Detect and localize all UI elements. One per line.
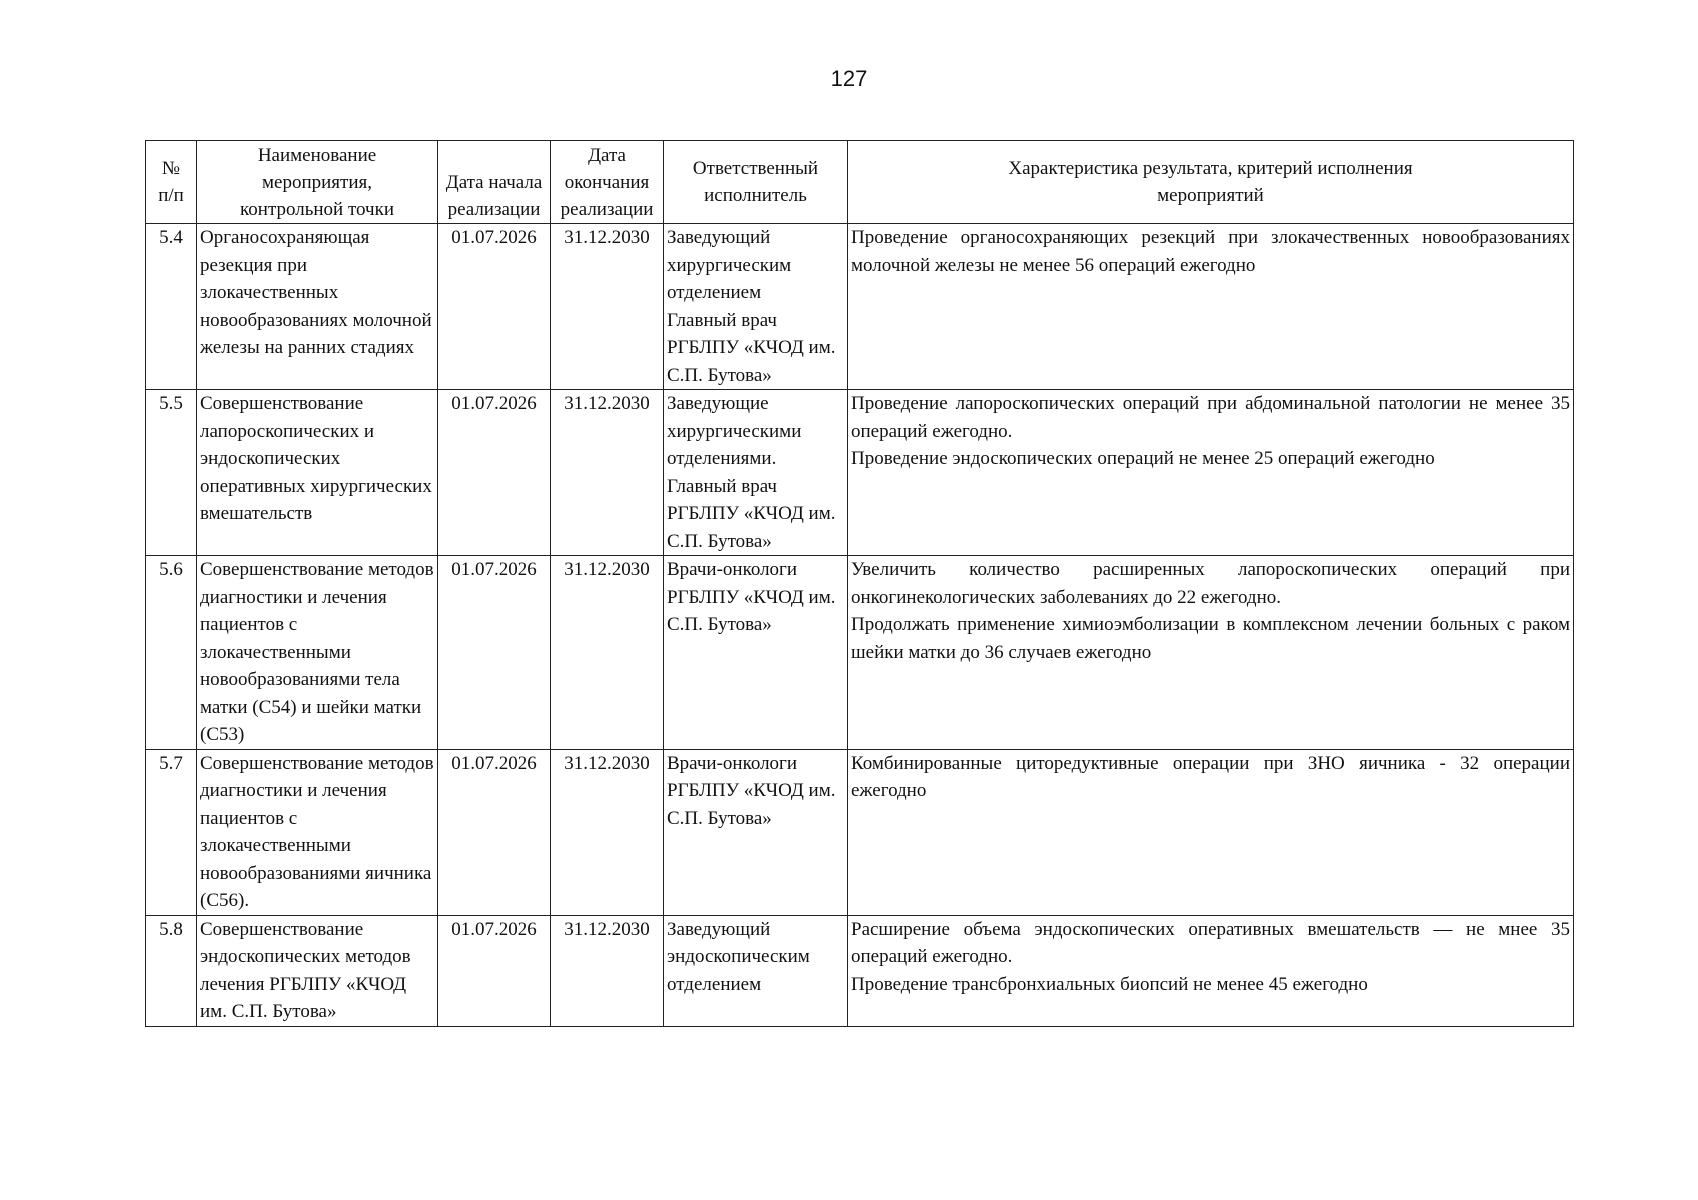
- row-number: 5.7: [146, 749, 197, 915]
- responsible-line: Врачи-онкологи РГБЛПУ «КЧОД им. С.П. Бутова»: [667, 752, 836, 829]
- activity-name: Органосохраняющая резекция при злокачественных новообразованиях молочной железы на ранних стадиях: [197, 224, 438, 390]
- table-row: [146, 556, 1574, 750]
- responsible-line: Заведующий хирургическим отделением: [667, 227, 792, 303]
- table-header-row: [146, 141, 1574, 224]
- header-end: Дата окончания реализации: [551, 141, 664, 224]
- result-paragraph: Расширение объема эндоскопических оперативных вмешательств — не мнее 35 операций ежегодно.: [851, 918, 1570, 967]
- responsible-executor: [664, 915, 848, 1026]
- result-criteria: [848, 915, 1574, 1026]
- responsible-line: Главный врач РГБЛПУ «КЧОД им. С.П. Бутова»: [667, 309, 836, 386]
- result-criteria: [848, 556, 1574, 750]
- start-date: 01.07.2026: [438, 556, 551, 750]
- end-date: 31.12.2030: [551, 224, 664, 390]
- end-date: 31.12.2030: [551, 749, 664, 915]
- responsible-executor: [664, 224, 848, 390]
- result-criteria: [848, 390, 1574, 556]
- result-paragraph: Комбинированные циторедуктивные операции при ЗНО яичника - 32 операции ежегодно: [851, 752, 1570, 801]
- responsible-executor: [664, 749, 848, 915]
- result-paragraph: Продолжать применение химиоэмболизации в комплексном лечении больных с раком шейки матки до 36 случаев ежегодно: [851, 614, 1570, 663]
- responsible-executor: [664, 556, 848, 750]
- responsible-executor: [664, 390, 848, 556]
- header-start: Дата начала реализации: [438, 141, 551, 224]
- table-row: [146, 224, 1574, 390]
- header-name: Наименование мероприятия, контрольной точки: [197, 141, 438, 224]
- activities-table: [145, 140, 1574, 1027]
- result-paragraph: Проведение органосохраняющих резекций при злокачественных новообразованиях молочной железы не менее 56 операций ежегодно: [851, 227, 1570, 276]
- result-paragraph: Проведение лапороскопических операций при абдоминальной патологии не менее 35 операций ежегодно.: [851, 393, 1570, 442]
- result-criteria: [848, 224, 1574, 390]
- activity-name: Совершенствование методов диагностики и лечения пациентов с злокачественными новообразованиями яичника (С56).: [197, 749, 438, 915]
- table-row: [146, 390, 1574, 556]
- start-date: 01.07.2026: [438, 224, 551, 390]
- header-result: Характеристика результата, критерий исполнения мероприятий: [848, 141, 1574, 224]
- activity-name: Совершенствование методов диагностики и лечения пациентов с злокачественными новообразованиями тела матки (С54) и шейки матки (С53): [197, 556, 438, 750]
- start-date: 01.07.2026: [438, 749, 551, 915]
- responsible-line: Заведующий эндоскопическим отделением: [667, 918, 810, 995]
- row-number: 5.6: [146, 556, 197, 750]
- responsible-line: Главный врач РГБЛПУ «КЧОД им. С.П. Бутова»: [667, 475, 836, 552]
- row-number: 5.4: [146, 224, 197, 390]
- responsible-line: Врачи-онкологи РГБЛПУ «КЧОД им. С.П. Бутова»: [667, 559, 836, 635]
- start-date: 01.07.2026: [438, 915, 551, 1026]
- end-date: 31.12.2030: [551, 556, 664, 750]
- row-number: 5.8: [146, 915, 197, 1026]
- table-row: [146, 749, 1574, 915]
- responsible-line: Заведующие хирургическими отделениями.: [667, 393, 802, 469]
- page-number: 127: [830, 66, 868, 91]
- end-date: 31.12.2030: [551, 915, 664, 1026]
- header-responsible: Ответственный исполнитель: [664, 141, 848, 224]
- start-date: 01.07.2026: [438, 390, 551, 556]
- activity-name: Совершенствование лапороскопических и эндоскопических оперативных хирургических вмешательств: [197, 390, 438, 556]
- result-paragraph: Увеличить количество расширенных лапороскопических операций при онкогинекологических заболеваниях до 22 ежегодно.: [851, 559, 1570, 608]
- result-paragraph: Проведение эндоскопических операций не менее 25 операций ежегодно: [851, 448, 1435, 469]
- result-paragraph: Проведение трансбронхиальных биопсий не менее 45 ежегодно: [851, 973, 1368, 995]
- row-number: 5.5: [146, 390, 197, 556]
- header-num: № п/п: [146, 141, 197, 224]
- result-criteria: [848, 749, 1574, 915]
- end-date: 31.12.2030: [551, 390, 664, 556]
- table-row: [146, 915, 1574, 1026]
- activity-name: Совершенствование эндоскопических методов лечения РГБЛПУ «КЧОД им. С.П. Бутова»: [197, 915, 438, 1026]
